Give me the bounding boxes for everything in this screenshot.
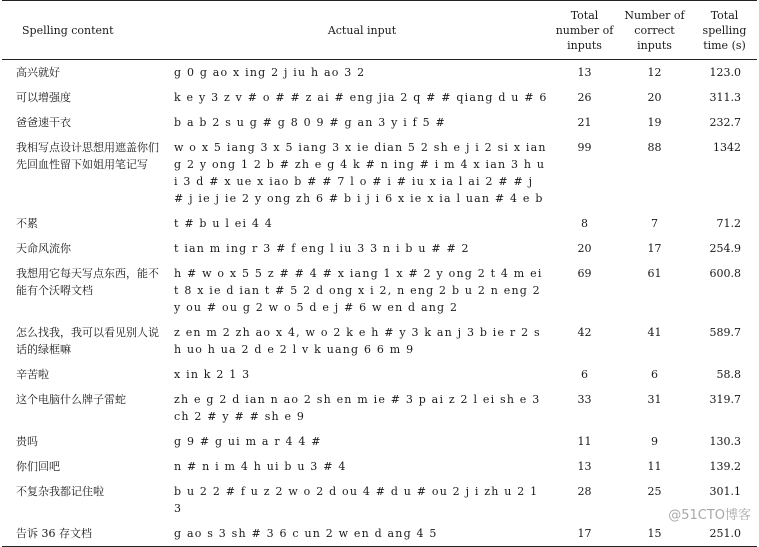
cell-total-inputs: 8 <box>581 217 588 230</box>
header-row <box>2 1 757 60</box>
cell-spelling-time: 600.8 <box>709 267 741 280</box>
cell-correct-inputs: 9 <box>651 435 658 448</box>
cell-spelling-time: 130.3 <box>709 435 741 448</box>
table-row <box>2 387 757 429</box>
cell-spelling-time: 71.2 <box>716 217 741 230</box>
cell-spelling-time: 301.1 <box>709 485 741 498</box>
cell-correct-inputs: 7 <box>651 217 658 230</box>
cell-actual-input: g 9 # g ui m a r 4 4 # <box>174 435 322 448</box>
cell-spelling-content: 你们回吧 <box>16 460 60 473</box>
cell-correct-inputs: 20 <box>647 91 662 104</box>
cell-spelling-content: 天命风流你 <box>16 242 71 255</box>
cell-spelling-content: 高兴就好 <box>16 66 60 79</box>
cell-spelling-content: 这个电脑什么牌子雷蛇 <box>16 393 126 406</box>
cell-actual-input: t # b u l ei 4 4 <box>174 217 273 230</box>
cell-total-inputs: 13 <box>577 66 592 79</box>
cell-spelling-time: 319.7 <box>709 393 741 406</box>
header-spelling-content: Spelling content <box>22 23 114 37</box>
cell-spelling-content: 辛苦啦 <box>16 368 49 381</box>
cell-actual-input: b a b 2 s u g # g 8 0 9 # g an 3 y i f 5 # <box>174 116 446 129</box>
cell-total-inputs: 99 <box>577 141 592 154</box>
cell-total-inputs: 42 <box>577 326 592 339</box>
cell-actual-input: h # w o x 5 5 z # # 4 # x iang 1 x # 2 y ong 2 t 4 m ei t 8 x ie d ian t # 5 2 d ong x i 2, n eng 2 b u 2 n eng 2 y ou # ou g 2 w o 5 d e j # 6 w en d ang 2 <box>174 267 543 314</box>
table-row <box>2 479 757 521</box>
cell-correct-inputs: 6 <box>651 368 658 381</box>
table-row <box>2 85 757 110</box>
cell-correct-inputs: 88 <box>647 141 662 154</box>
cell-total-inputs: 11 <box>577 435 592 448</box>
cell-total-inputs: 17 <box>577 527 592 540</box>
cell-actual-input: k e y 3 z v # o # # z ai # eng jia 2 q # # qiang d u # 6 <box>174 91 548 104</box>
cell-total-inputs: 28 <box>577 485 592 498</box>
table-row <box>2 362 757 387</box>
cell-correct-inputs: 41 <box>647 326 662 339</box>
spelling-results-table <box>2 0 757 547</box>
cell-actual-input: z en m 2 zh ao x 4, w o 2 k e h # y 3 k an j 3 b ie r 2 sh uo h ua 2 d e 2 l v k uang 6 6 m 9 <box>174 326 541 356</box>
header-actual-input: Actual input <box>327 23 397 37</box>
cell-spelling-time: 254.9 <box>709 242 741 255</box>
cell-actual-input: w o x 5 iang 3 x 5 iang 3 x ie dian 5 2 sh e j i 2 si x iang 2 y ong 1 2 b # zh e g 4 k # n ing # i m 4 x ian 3 h ui 3 d # x ue x iao b # # 7 l o # i # iu x ia l ai 2 # # j # j ie j ie 2 y ong zh 6 # b i j i 6 x ie x ia l uan # 4 e b <box>174 141 547 205</box>
results-table-container <box>2 0 757 547</box>
cell-correct-inputs: 25 <box>647 485 662 498</box>
cell-spelling-content: 爸爸速干衣 <box>16 116 71 129</box>
cell-correct-inputs: 15 <box>647 527 662 540</box>
cell-total-inputs: 21 <box>577 116 592 129</box>
table-row <box>2 110 757 135</box>
cell-spelling-content: 贵吗 <box>16 435 38 448</box>
cell-spelling-time: 311.3 <box>709 91 741 104</box>
cell-correct-inputs: 12 <box>647 66 662 79</box>
cell-actual-input: t ian m ing r 3 # f eng l iu 3 3 n i b u # # 2 <box>174 242 470 255</box>
header-spelling-time: Total spelling time (s) <box>702 8 747 52</box>
cell-actual-input: g 0 g ao x ing 2 j iu h ao 3 2 <box>174 66 366 79</box>
cell-total-inputs: 20 <box>577 242 592 255</box>
cell-correct-inputs: 31 <box>647 393 662 406</box>
watermark: @51CTO博客 <box>668 508 751 523</box>
cell-actual-input: n # n i m 4 h ui b u 3 # 4 <box>174 460 347 473</box>
table-row <box>2 261 757 320</box>
cell-total-inputs: 69 <box>577 267 592 280</box>
cell-total-inputs: 33 <box>577 393 592 406</box>
cell-correct-inputs: 11 <box>647 460 662 473</box>
cell-spelling-time: 251.0 <box>709 527 741 540</box>
cell-actual-input: zh e g 2 d ian n ao 2 sh en m ie # 3 p ai z 2 l ei sh e 3 ch 2 # y # # sh e 9 <box>174 393 541 423</box>
table-row <box>2 135 757 211</box>
cell-actual-input: b u 2 2 # f u z 2 w o 2 d ou 4 # d u # ou 2 j i zh u 2 1 3 <box>174 485 539 515</box>
cell-total-inputs: 13 <box>577 460 592 473</box>
cell-correct-inputs: 17 <box>647 242 662 255</box>
cell-total-inputs: 26 <box>577 91 592 104</box>
table-row <box>2 211 757 236</box>
cell-correct-inputs: 61 <box>647 267 662 280</box>
header-correct-inputs: Number of correct inputs <box>624 8 685 52</box>
table-body <box>2 60 757 547</box>
cell-spelling-time: 1342 <box>713 141 741 154</box>
cell-actual-input: g ao s 3 sh # 3 6 c un 2 w en d ang 4 5 <box>174 527 438 540</box>
header-total-inputs: Total number of inputs <box>555 8 614 52</box>
cell-spelling-time: 139.2 <box>709 460 741 473</box>
table-row <box>2 429 757 454</box>
cell-spelling-time: 58.8 <box>716 368 741 381</box>
cell-correct-inputs: 19 <box>647 116 662 129</box>
cell-spelling-content: 不复杂我都记住啦 <box>16 485 104 498</box>
cell-spelling-time: 232.7 <box>709 116 741 129</box>
table-row <box>2 521 757 547</box>
cell-spelling-content: 我相写点设计思想用遮盖你们先回血性留下如姐用笔记写 <box>16 141 159 171</box>
cell-spelling-time: 123.0 <box>709 66 741 79</box>
table-row <box>2 454 757 479</box>
table-row <box>2 236 757 261</box>
cell-spelling-time: 589.7 <box>709 326 741 339</box>
cell-spelling-content: 告诉 36 存文档 <box>16 527 92 540</box>
cell-spelling-content: 我想用它每天写点东西，能不能有个沃嘚文档 <box>16 267 159 297</box>
cell-spelling-content: 不累 <box>16 217 38 230</box>
cell-spelling-content: 可以增强度 <box>16 91 71 104</box>
cell-actual-input: x in k 2 1 3 <box>174 368 251 381</box>
cell-total-inputs: 6 <box>581 368 588 381</box>
table-row <box>2 320 757 362</box>
table-row <box>2 60 757 86</box>
cell-spelling-content: 怎么找我，我可以看见别人说话的绿框嘛 <box>16 326 159 356</box>
